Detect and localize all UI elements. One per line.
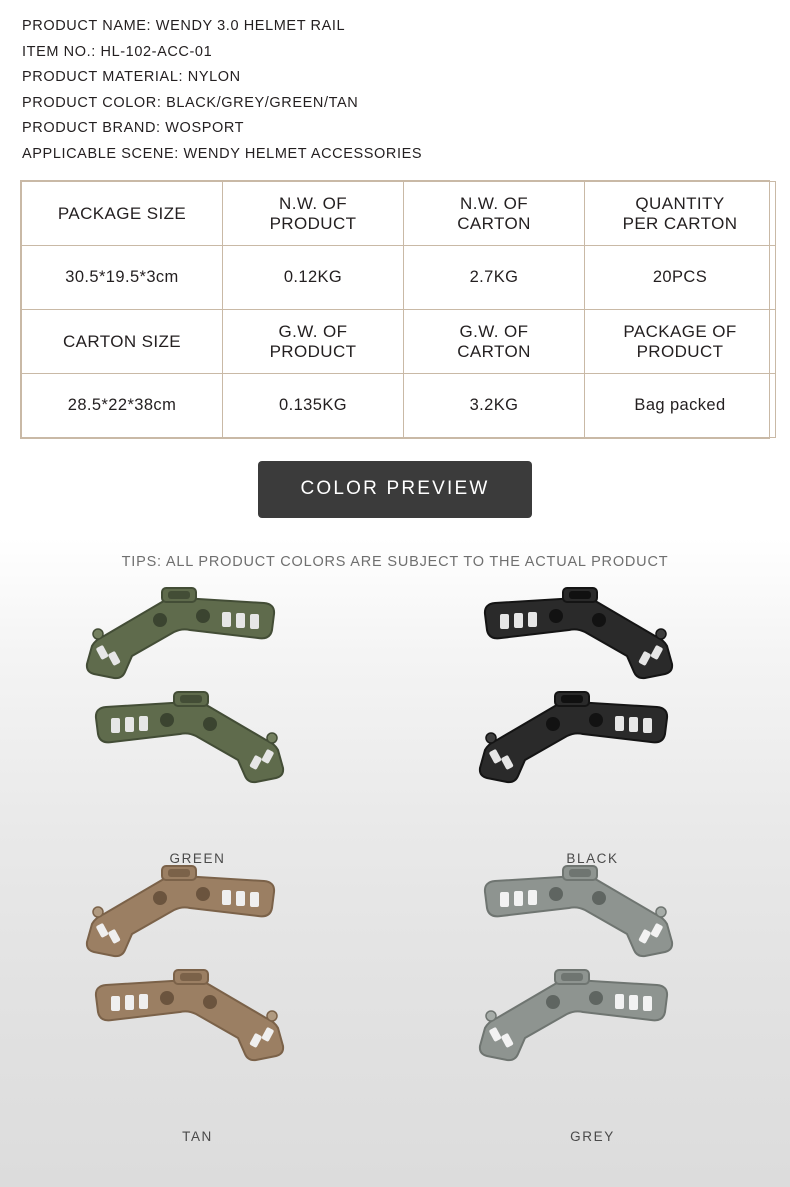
cell-text-line2: PRODUCT: [269, 213, 357, 233]
cell-package-size-value: 30.5*19.5*3cm: [22, 246, 223, 310]
cell-package-of-product-header: [585, 310, 776, 374]
spec-line-color: PRODUCT COLOR: BLACK/GREY/GREEN/TAN: [22, 94, 359, 111]
cell-text-line2: CARTON: [457, 341, 531, 361]
spec-line-material: PRODUCT MATERIAL: NYLON: [22, 69, 241, 85]
helmet-rail-icon: [455, 968, 685, 1078]
color-preview-tips: TIPS: ALL PRODUCT COLORS ARE SUBJECT TO THE ACTUAL PRODUCT: [121, 554, 669, 570]
cell-carton-size-header: CARTON SIZE: [22, 310, 223, 374]
cell-nw-carton-header: [404, 182, 585, 246]
cell-text-line1: G.W. OF: [278, 321, 348, 341]
helmet-rail-icon: [62, 864, 292, 974]
color-label-black: BLACK: [566, 851, 619, 866]
cell-text-line1: N.W. OF: [460, 193, 528, 213]
color-swatch-tan: [0, 860, 395, 1150]
cell-text-line2: CARTON: [457, 213, 531, 233]
color-swatch-green: [0, 582, 395, 872]
color-swatch-grey: [395, 860, 790, 1150]
helmet-rail-icon: [467, 864, 697, 974]
rail-images-tan: [0, 860, 395, 1118]
color-preview-banner-row: [0, 461, 790, 518]
spec-line-product-name: PRODUCT NAME: WENDY 3.0 HELMET RAIL: [22, 18, 346, 34]
color-preview-banner: COLOR PREVIEW: [258, 461, 531, 518]
cell-carton-size-value: 28.5*22*38cm: [22, 374, 223, 438]
packing-table: [21, 181, 776, 438]
helmet-rail-icon: [467, 586, 697, 696]
cell-gw-carton-header: [404, 310, 585, 374]
cell-text-line2: PRODUCT: [269, 341, 357, 361]
rail-images-black: [395, 582, 790, 840]
cell-text-line1: N.W. OF: [279, 193, 347, 213]
cell-quantity-per-carton-value: 20PCS: [585, 246, 776, 310]
color-preview-grid: [0, 570, 790, 1160]
table-row: [22, 246, 776, 310]
color-label-green: GREEN: [169, 851, 226, 866]
cell-gw-carton-value: 3.2KG: [404, 374, 585, 438]
table-row: [22, 374, 776, 438]
cell-nw-product-value: 0.12KG: [223, 246, 404, 310]
spec-line-brand: PRODUCT BRAND: WOSPORT: [22, 120, 245, 136]
cell-text-line2: PRODUCT: [636, 341, 724, 361]
product-spec-list: [0, 0, 790, 167]
color-label-tan: TAN: [182, 1129, 213, 1144]
cell-gw-product-value: 0.135KG: [223, 374, 404, 438]
cell-package-of-product-value: Bag packed: [585, 374, 776, 438]
table-row: [22, 182, 776, 246]
color-label-grey: GREY: [570, 1129, 615, 1144]
color-swatch-black: [395, 582, 790, 872]
cell-text-line1: PACKAGE OF: [623, 321, 737, 341]
cell-text-line1: G.W. OF: [459, 321, 529, 341]
cell-text-line2: PER CARTON: [622, 213, 738, 233]
rail-images-green: [0, 582, 395, 840]
helmet-rail-icon: [78, 968, 308, 1078]
helmet-rail-icon: [78, 690, 308, 800]
color-preview-area: [0, 538, 790, 1187]
cell-text-line1: QUANTITY: [635, 193, 725, 213]
helmet-rail-icon: [455, 690, 685, 800]
cell-nw-product-header: [223, 182, 404, 246]
cell-package-size-header: PACKAGE SIZE: [22, 182, 223, 246]
cell-nw-carton-value: 2.7KG: [404, 246, 585, 310]
cell-gw-product-header: [223, 310, 404, 374]
rail-images-grey: [395, 860, 790, 1118]
table-row: [22, 310, 776, 374]
spec-line-scene: APPLICABLE SCENE: WENDY HELMET ACCESSORIES: [22, 145, 423, 162]
cell-quantity-per-carton-header: [585, 182, 776, 246]
packing-table-wrapper: [20, 180, 770, 439]
helmet-rail-icon: [62, 586, 292, 696]
spec-line-item-no: ITEM NO.: HL-102-ACC-01: [22, 43, 213, 60]
